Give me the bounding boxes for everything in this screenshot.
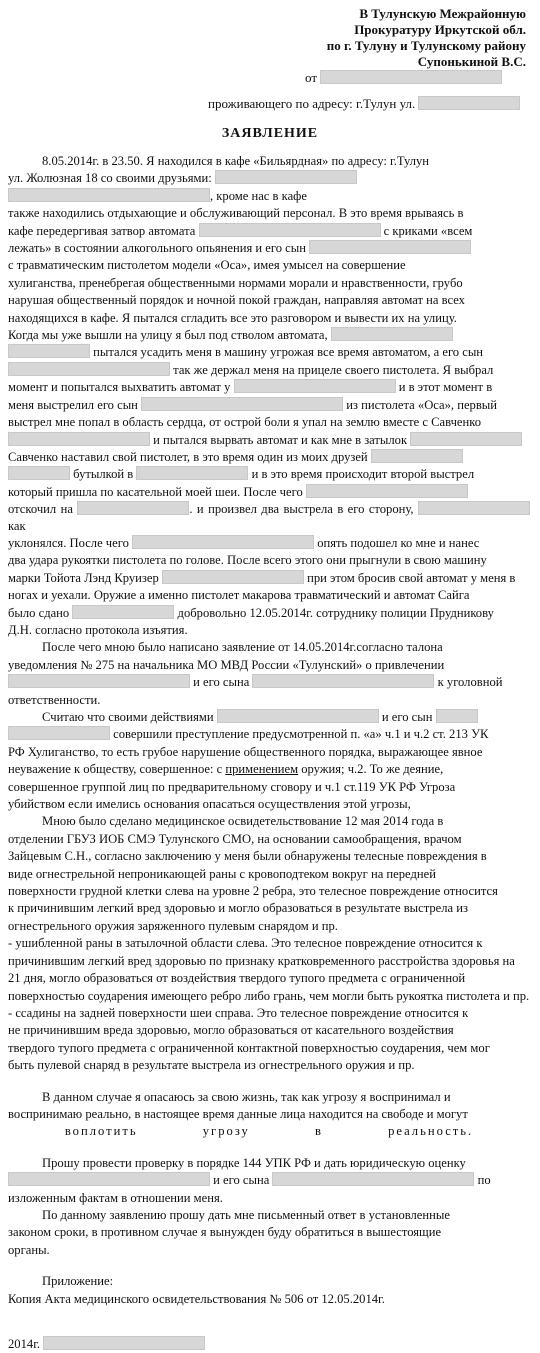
attachment-item: Копия Акта медицинского освидетельствования № 506 от 12.05.2014г.: [8, 1291, 385, 1306]
redacted-name: [215, 170, 357, 184]
text-line: бутылкой в и в это время происходит второй выстрел: [8, 466, 530, 482]
redacted-name: [272, 1172, 474, 1186]
text-line: После чего мною было написано заявление от 14.05.2014г.согласно талона: [42, 640, 443, 655]
redacted-name: [132, 535, 314, 549]
text-line: и его сына к уголовной: [8, 674, 530, 690]
redacted-name: [309, 240, 471, 254]
text-line: По данному заявлению прошу дать мне письменный ответ в установленные: [42, 1207, 450, 1222]
attachment-label: Приложение:: [42, 1274, 114, 1289]
text-line: виде огнестрельной непроникающей раны с кровоподтеком вокруг на передней: [8, 866, 436, 881]
text-line: также находились отдыхающие и обслуживающий персонал. В это время врываясь в: [8, 206, 464, 221]
redacted-name: [371, 449, 463, 463]
text-line: находящихся в кафе. Я пытался сгладить все это разговором и вывести их на улицу.: [8, 310, 457, 325]
text-line: марки Тойота Лэнд Круизер при этом бросив свой автомат у меня в: [8, 570, 516, 585]
text-line: отделении ГБУЗ ИОБ СМЭ Тулунского СМО, на основании самообращения, врачом: [8, 831, 462, 846]
redacted-name: [217, 709, 379, 723]
text-line: уведомления № 275 на начальника МО МВД России «Тулунский» о привлечении: [8, 657, 445, 672]
from-label: от: [305, 70, 318, 85]
text-line: отскочил на . и произвел два выстрела в его сторону, как: [8, 501, 530, 534]
redacted-name: [8, 1172, 210, 1186]
text-line: Мною было сделано медицинское освидетельствование 12 мая 2014 года в: [42, 814, 444, 829]
text-line: момент и попытался выхватить автомат у и в этот момент в: [8, 380, 493, 395]
text-line: к причинившим легкий вред здоровью и могло образоваться в результате выстрела из: [8, 901, 468, 916]
text-line: и его сына по: [8, 1172, 530, 1188]
statement-body: [8, 153, 530, 1353]
redacted-sender-name: [320, 70, 502, 84]
text-line: органы.: [8, 1242, 50, 1257]
text-line: кафе передергивая затвор автомата с криками «всем: [8, 223, 473, 238]
addressee-block: [327, 6, 526, 70]
text-line: было сдано добровольно 12.05.2014г. сотруднику полиции Прудникову: [8, 605, 494, 620]
text-line: твердого тупого предмета с ограниченной контактной поверхностью соударения, чем мог: [8, 1040, 490, 1055]
redacted-name: [8, 466, 70, 480]
redacted-name: [8, 188, 210, 202]
redacted-signature: [43, 1336, 205, 1350]
redacted-name: [162, 570, 304, 584]
text-line: воплотить угрозу в реальность.: [64, 1124, 474, 1139]
text-line: Д.Н. согласно протокола изъятия.: [8, 622, 188, 637]
redacted-name: [331, 327, 453, 341]
text-line: Зайцевым С.Н., согласно заключению у меня были обнаружены телесные повреждения в: [8, 849, 487, 864]
redacted-name: [8, 432, 150, 446]
addressee-line-1: В Тулунскую Межрайонную: [359, 6, 526, 21]
text-line: поверхностью соударения имеющего ребро либо грань, чем могли быть рукоятка пистолета и пр.: [8, 988, 530, 1003]
text-line: законом сроки, в противном случае я вынужден буду обратиться в вышестоящие: [8, 1225, 442, 1240]
text-line: - ссадины на задней поверхности шеи справа. Это телесное повреждение относится к: [8, 1005, 469, 1020]
addressee-line-2: Прокуратуру Иркутской обл.: [354, 22, 526, 37]
addressee-line-4: Супонькиной В.С.: [417, 54, 526, 69]
text-line: - ушибленной раны в затылочной области слева. Это телесное повреждение относится к: [8, 936, 483, 951]
text-line: Савченко наставил свой пистолет, в это время один из моих друзей: [8, 449, 530, 465]
text-line: нарушая общественный порядок и ночной покой граждан, направляя автомат на всех: [8, 293, 465, 308]
redacted-name: [141, 397, 343, 411]
text-line: Считаю что своими действиями и его сын: [8, 709, 530, 725]
text-line: 21 дня, могло образоваться от воздействия твердого тупого предмета с ограниченной: [8, 971, 466, 986]
redacted-name: [410, 432, 522, 446]
redacted-name: [234, 379, 396, 393]
address-line: [208, 96, 520, 112]
text-line: уклонялся. После чего опять подошел ко мне и нанес: [8, 535, 480, 550]
text-line: два удара рукоятки пистолета по голове. После всего этого они прыгнули в свою машину: [8, 553, 487, 568]
redacted-name: [8, 674, 190, 688]
text-line: лежать» в состоянии алкогольного опьянения и его сын: [8, 240, 530, 256]
document-title: ЗАЯВЛЕНИЕ: [221, 126, 319, 141]
redacted-address: [418, 96, 520, 110]
text-line: совершенное группой лиц по предварительному сговору и ч.1 ст.119 УК РФ Угроза: [8, 779, 456, 794]
from-line: [305, 70, 502, 86]
text-line: В данном случае я опасаюсь за свою жизнь, так как угрозу я воспринимал и: [42, 1089, 451, 1104]
redacted-name: [8, 726, 110, 740]
text-line: не причинившим вреда здоровью, могло образоваться от касательного воздействия: [8, 1023, 454, 1038]
text-line: Когда мы уже вышли на улицу я был под стволом автомата,: [8, 327, 530, 343]
text-line: выстрел мне попал в область сердца, от острой боли я упал на землю вместе с Савченко: [8, 415, 482, 430]
text-line: так же держал меня на прицеле своего пистолета. Я выбрал: [8, 362, 530, 378]
redacted-name: [436, 709, 478, 723]
text-line: совершили преступление предусмотренной п. «а» ч.1 и ч.2 ст. 213 УК: [8, 726, 530, 742]
text-line: огнестрельного оружия заряженного пулевым снарядом и пр.: [8, 918, 338, 933]
text-line: воспринимаю реально, в настоящее время данные лица находится на свободе и могут: [8, 1106, 468, 1121]
text-line: ответственности.: [8, 692, 101, 707]
redacted-name: [72, 605, 174, 619]
text-line: поверхности грудной клетки слева на уровне 2 ребра, это телесное повреждение относится: [8, 884, 498, 899]
redacted-name: [77, 501, 189, 515]
text-line: РФ Хулиганство, то есть грубое нарушение общественного порядка, выражающее явное: [8, 744, 483, 759]
signature-line: [8, 1336, 530, 1352]
text-line: быть пулевой снаряд в результате выстрела из огнестрельного оружия и пр.: [8, 1058, 415, 1073]
addressee-line-3: по г. Тулуну и Тулунскому району: [326, 38, 526, 53]
text-line: изложенным фактам в отношении меня.: [8, 1190, 223, 1205]
address-label: проживающего по адресу: г.Тулун ул.: [208, 96, 416, 111]
text-line: и пытался вырвать автомат и как мне в затылок: [8, 432, 530, 448]
text-line: который пришла по касательной моей шеи. После чего: [8, 484, 530, 500]
redacted-name: [136, 466, 248, 480]
text-line: убийством если имелись основания опасаться осуществления этой угрозы,: [8, 797, 411, 812]
redacted-name: [8, 344, 90, 358]
text-line: 8.05.2014г. в 23.50. Я находился в кафе «Бильярдная» по адресу: г.Тулун: [42, 154, 430, 168]
text-line: ногах и уехали. Оружие а именно пистолет макарова травматический и автомат Сайга: [8, 588, 470, 603]
text-line: неуважение к обществу, совершенное: с применением оружия; ч.2. То же деяние,: [8, 762, 444, 777]
redacted-name: [199, 223, 381, 237]
text-line: меня выстрелил его сын из пистолета «Оса», первый: [8, 397, 497, 412]
text-line: ул. Жолюзная 18 со своими друзьями:: [8, 170, 530, 186]
redacted-name: [252, 674, 434, 688]
redacted-name: [418, 501, 530, 515]
text-line: Прошу провести проверку в порядке 144 УПК РФ и дать юридическую оценку: [42, 1155, 466, 1170]
redacted-name: [306, 484, 468, 498]
text-line: хулиганства, пренебрегая общественными нормами морали и нравственности, грубо: [8, 275, 463, 290]
redacted-name: [8, 362, 170, 376]
text-line: , кроме нас в кафе: [8, 188, 530, 204]
document-date: 2014г.: [8, 1337, 41, 1351]
text-line: с травматическим пистолетом модели «Оса», имея умысел на совершение: [8, 258, 406, 273]
text-line: пытался усадить меня в машину угрожая все время автоматом, а его сын: [8, 344, 530, 360]
text-line: причинившим легкий вред здоровью по признаку кратковременного расстройства здоровья на: [8, 953, 515, 968]
